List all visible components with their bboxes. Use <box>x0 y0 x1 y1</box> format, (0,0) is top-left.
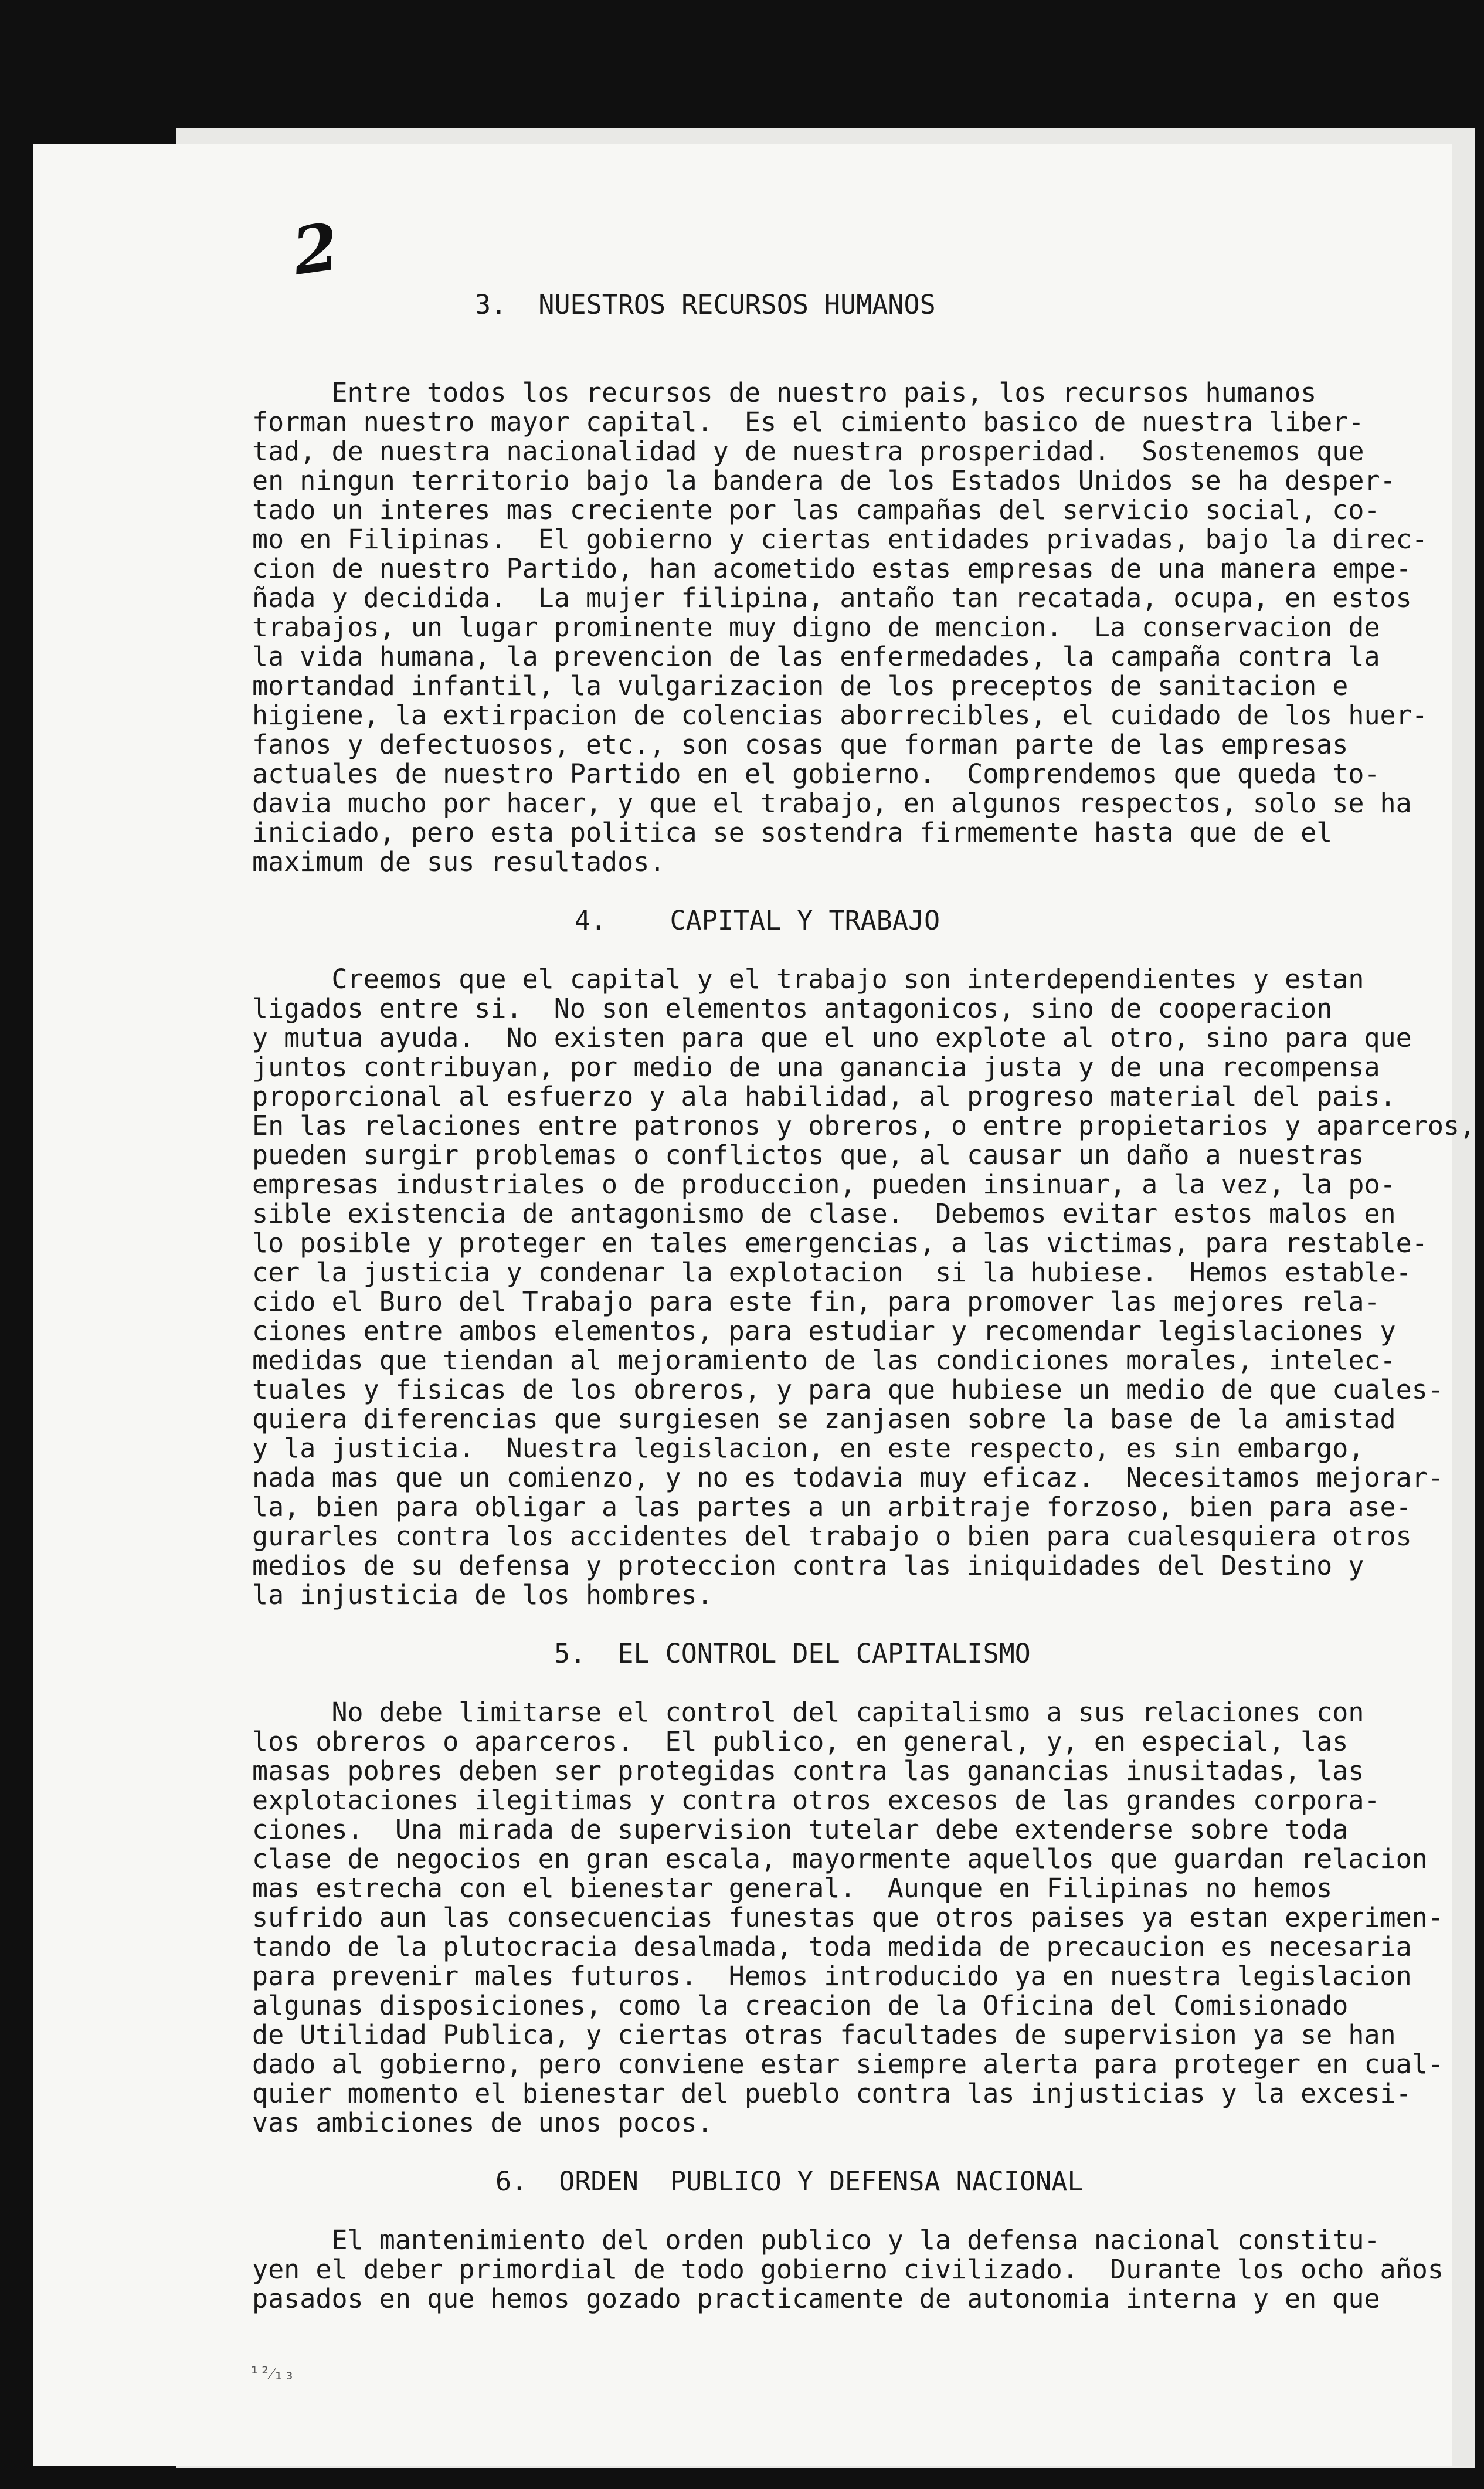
spacer <box>252 1610 1372 1639</box>
text-line: tad, de nuestra nacionalidad y de nuestra prosperidad. Sostenemos que <box>252 436 1364 467</box>
text-line: cion de nuestro Partido, han acometido estas empresas de una manera empe- <box>252 553 1412 584</box>
section-title: 4. CAPITAL Y TRABAJO <box>575 905 940 936</box>
text-line: higiene, la extirpacion de colencias aborrecibles, el cuidado de los huer- <box>252 700 1428 731</box>
text-line: sible existencia de antagonismo de clase. Debemos evitar estos malos en <box>252 1198 1396 1229</box>
section-title: 3. NUESTROS RECURSOS HUMANOS <box>475 289 936 320</box>
text-line: explotaciones ilegitimas y contra otros excesos de las grandes corpora- <box>252 1785 1380 1816</box>
text-line: empresas industriales o de produccion, pueden insinuar, a la vez, la po- <box>252 1169 1396 1200</box>
text-line: medios de su defensa y proteccion contra las iniquidades del Destino y <box>252 1550 1364 1581</box>
text-line: cer la justicia y condenar la explotacion si la hubiese. Hemos estable- <box>252 1257 1412 1288</box>
text-line: la injusticia de los hombres. <box>252 1579 713 1610</box>
text-line: y la justicia. Nuestra legislacion, en este respecto, es sin embargo, <box>252 1433 1364 1464</box>
section-title: 5. EL CONTROL DEL CAPITALISMO <box>554 1638 1031 1669</box>
text-line: masas pobres deben ser protegidas contra las ganancias inusitadas, las <box>252 1755 1364 1786</box>
text-line: cido el Buro del Trabajo para este fin, para promover las mejores rela- <box>252 1286 1380 1317</box>
text-line: proporcional al esfuerzo y ala habilidad, al progreso material del pais. <box>252 1081 1396 1112</box>
text-line: en ningun territorio bajo la bandera de los Estados Unidos se ha desper- <box>252 465 1396 496</box>
text-line: para prevenir males futuros. Hemos introducido ya en nuestra legislacion <box>252 1961 1412 1992</box>
spacer <box>252 935 1372 965</box>
text-line: mas estrecha con el bienestar general. Aunque en Filipinas no hemos <box>252 1873 1333 1904</box>
text-line: ligados entre si. No son elementos antagonicos, sino de cooperacion <box>252 993 1333 1024</box>
spacer <box>252 349 1372 378</box>
spacer <box>252 2196 1372 2226</box>
text-line: la vida humana, la prevencion de las enfermedades, la campaña contra la <box>252 641 1380 672</box>
text-line: mortandad infantil, la vulgarizacion de los preceptos de sanitacion e <box>252 670 1349 701</box>
text-line: El mantenimiento del orden publico y la defensa nacional constitu- <box>252 2224 1380 2256</box>
text-line: trabajos, un lugar prominente muy digno de mencion. La conservacion de <box>252 612 1380 643</box>
text-line: En las relaciones entre patronos y obreros, o entre propietarios y aparceros, <box>252 1110 1476 1141</box>
section-title: 6. ORDEN PUBLICO Y DEFENSA NACIONAL <box>495 2166 1084 2197</box>
spacer <box>252 320 1372 349</box>
text-line: sufrido aun las consecuencias funestas que otros paises ya estan experimen- <box>252 1902 1444 1933</box>
text-line: tando de la plutocracia desalmada, toda medida de precaucion es necesaria <box>252 1931 1412 1962</box>
paragraph <box>252 964 1476 1610</box>
paragraph <box>252 1697 1444 2138</box>
text-line: ñada y decidida. La mujer filipina, antaño tan recatada, ocupa, en estos <box>252 582 1412 613</box>
text-line: pasados en que hemos gozado practicamente de autonomia interna y en que <box>252 2283 1380 2314</box>
text-line: iniciado, pero esta politica se sostendra firmemente hasta que de el <box>252 817 1333 848</box>
spacer <box>252 877 1372 906</box>
text-line: dado al gobierno, pero conviene estar siempre alerta para proteger en cual- <box>252 2049 1444 2080</box>
section-6 <box>252 2166 1444 2314</box>
handwritten-page-number: 2 <box>288 208 344 290</box>
text-line: quiera diferencias que surgiesen se zanjasen sobre la base de la amistad <box>252 1403 1396 1435</box>
section-4 <box>252 905 1476 1610</box>
text-line: forman nuestro mayor capital. Es el cimiento basico de nuestra liber- <box>252 406 1364 438</box>
text-line: tuales y fisicas de los obreros, y para que hubiese un medio de que cuales- <box>252 1374 1444 1405</box>
text-line: davia mucho por hacer, y que el trabajo, en algunos respectos, solo se ha <box>252 788 1412 819</box>
text-line: juntos contribuyan, por medio de una ganancia justa y de una recompensa <box>252 1052 1380 1083</box>
text-line: gurarles contra los accidentes del trabajo o bien para cualesquiera otros <box>252 1521 1412 1552</box>
text-line: y mutua ayuda. No existen para que el uno explote al otro, sino para que <box>252 1022 1412 1053</box>
paragraph <box>252 2224 1444 2314</box>
text-line: mo en Filipinas. El gobierno y ciertas entidades privadas, bajo la direc- <box>252 524 1428 555</box>
text-line: tado un interes mas creciente por las campañas del servicio social, co- <box>252 494 1380 525</box>
text-line: los obreros o aparceros. El publico, en general, y, en especial, las <box>252 1726 1349 1757</box>
text-line: quier momento el bienestar del pueblo contra las injusticias y la excesi- <box>252 2078 1412 2109</box>
paragraph <box>252 377 1428 877</box>
text-line: lo posible y proteger en tales emergencias, a las victimas, para restable- <box>252 1227 1428 1259</box>
text-line: actuales de nuestro Partido en el gobierno. Comprendemos que queda to- <box>252 758 1380 789</box>
text-line: fanos y defectuosos, etc., son cosas que forman parte de las empresas <box>252 729 1349 760</box>
text-line: ciones entre ambos elementos, para estudiar y recomendar legislaciones y <box>252 1315 1396 1347</box>
text-line: yen el deber primordial de todo gobierno civilizado. Durante los ocho años <box>252 2254 1444 2285</box>
section-3 <box>252 289 1428 877</box>
text-line: Entre todos los recursos de nuestro pais, los recursos humanos <box>252 377 1317 408</box>
spacer <box>252 2138 1372 2167</box>
text-line: No debe limitarse el control del capitalismo a sus relaciones con <box>252 1697 1364 1728</box>
text-line: Creemos que el capital y el trabajo son interdependientes y estan <box>252 964 1364 995</box>
footer-mark: ¹²⁄₁₃ <box>249 2363 295 2384</box>
section-5 <box>252 1638 1444 2138</box>
text-line: nada mas que un comienzo, y no es todavia muy eficaz. Necesitamos mejorar- <box>252 1462 1444 1493</box>
text-line: de Utilidad Publica, y ciertas otras facultades de supervision ya se han <box>252 2019 1396 2050</box>
text-line: vas ambiciones de unos pocos. <box>252 2107 713 2138</box>
document-body <box>252 289 1476 2314</box>
text-line: maximum de sus resultados. <box>252 846 665 877</box>
spacer <box>252 1669 1372 1698</box>
text-line: algunas disposiciones, como la creacion de la Oficina del Comisionado <box>252 1990 1349 2021</box>
text-line: ciones. Una mirada de supervision tutelar debe extenderse sobre toda <box>252 1814 1349 1845</box>
text-line: la, bien para obligar a las partes a un arbitraje forzoso, bien para ase- <box>252 1491 1412 1522</box>
text-line: clase de negocios en gran escala, mayormente aquellos que guardan relacion <box>252 1843 1428 1874</box>
text-line: medidas que tiendan al mejoramiento de las condiciones morales, intelec- <box>252 1345 1396 1376</box>
text-line: pueden surgir problemas o conflictos que, al causar un daño a nuestras <box>252 1140 1364 1171</box>
